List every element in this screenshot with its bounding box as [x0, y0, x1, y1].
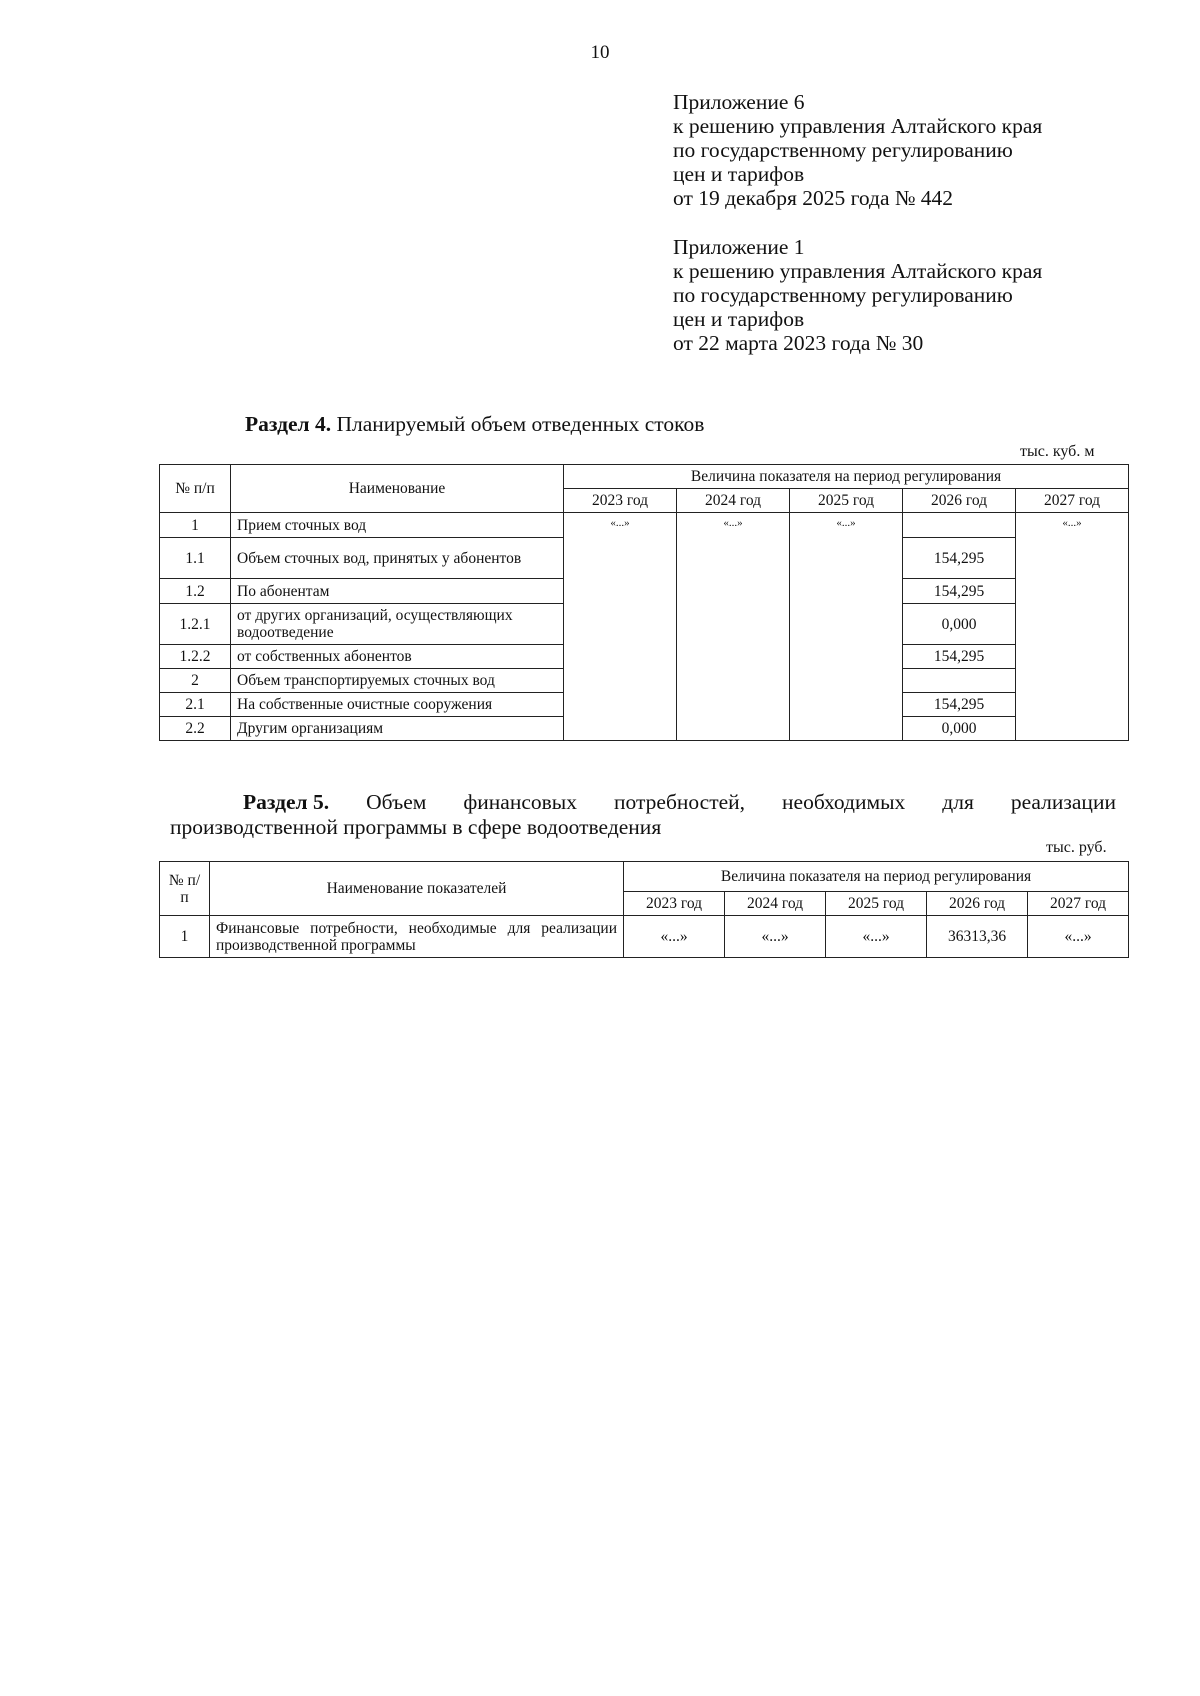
header-year: 2023 год	[564, 489, 677, 513]
value-2026: 154,295	[903, 538, 1016, 579]
placeholder-value: «...»	[723, 517, 743, 529]
value-2026	[903, 669, 1016, 693]
section5-title-number: Раздел 5.	[243, 790, 330, 814]
annex-line: по государственному регулированию	[673, 138, 1013, 162]
row-num: 2.1	[160, 693, 231, 717]
section4-table	[159, 464, 1129, 741]
value-2026: 154,295	[903, 579, 1016, 604]
section5-title	[170, 790, 1116, 840]
section5-title-word: Объем	[366, 790, 427, 814]
row-name: Финансовые потребности, необходимые для реализации производственной программы	[210, 916, 624, 958]
value-2023: «...»	[624, 916, 725, 958]
header-year: 2025 год	[826, 892, 927, 916]
row-num: 2.2	[160, 717, 231, 741]
row-num: 1.2.2	[160, 645, 231, 669]
value-2026: 0,000	[903, 717, 1016, 741]
table-row	[160, 916, 1129, 958]
row-name: По абонентам	[231, 579, 564, 604]
header-name: Наименование показателей	[210, 862, 624, 916]
row-num: 2	[160, 669, 231, 693]
row-name: Другим организациям	[231, 717, 564, 741]
header-year: 2026 год	[927, 892, 1028, 916]
row-name: от других организаций, осуществляющих водоотведение	[231, 604, 564, 645]
row-num: 1.1	[160, 538, 231, 579]
header-num: № п/п	[160, 465, 231, 513]
placeholder-value: «...»	[836, 517, 856, 529]
header-year: 2026 год	[903, 489, 1016, 513]
value-2027: «...»	[1028, 916, 1129, 958]
section5-title-word: реализации	[1010, 790, 1116, 814]
row-name: Прием сточных вод	[231, 513, 564, 538]
header-period: Величина показателя на период регулирования	[564, 465, 1129, 489]
annex-line: цен и тарифов	[673, 162, 805, 186]
annex-current-block	[673, 90, 1042, 210]
table-row	[160, 513, 1129, 538]
value-2026	[903, 513, 1016, 538]
header-num: № п/п	[160, 862, 210, 916]
section4-title	[245, 412, 704, 437]
cell-2023-merged	[564, 513, 677, 741]
section5-title-word: необходимых	[782, 790, 906, 814]
annex-line: к решению управления Алтайского края	[673, 259, 1043, 283]
section4-title-text: Планируемый объем отведенных стоков	[331, 412, 705, 436]
section5-title-line2: производственной программы в сфере водоотведения	[170, 815, 662, 839]
value-2025: «...»	[826, 916, 927, 958]
value-2026: 154,295	[903, 693, 1016, 717]
value-2024: «...»	[725, 916, 826, 958]
header-year: 2025 год	[790, 489, 903, 513]
header-year: 2027 год	[1028, 892, 1129, 916]
row-num: 1	[160, 916, 210, 958]
section4-unit: тыс. куб. м	[1020, 443, 1095, 460]
value-2026: 36313,36	[927, 916, 1028, 958]
annex-original-block	[673, 235, 1042, 355]
row-name: На собственные очистные сооружения	[231, 693, 564, 717]
header-year: 2024 год	[677, 489, 790, 513]
section5-title-word: финансовых	[463, 790, 577, 814]
row-num: 1.2	[160, 579, 231, 604]
placeholder-value: «...»	[1062, 517, 1082, 529]
section4-title-number: Раздел 4.	[245, 412, 332, 436]
annex-line: к решению управления Алтайского края	[673, 114, 1043, 138]
value-2026: 154,295	[903, 645, 1016, 669]
header-period: Величина показателя на период регулирования	[624, 862, 1129, 892]
section5-title-word: потребностей,	[614, 790, 746, 814]
row-name: Объем транспортируемых сточных вод	[231, 669, 564, 693]
row-name: от собственных абонентов	[231, 645, 564, 669]
header-name: Наименование	[231, 465, 564, 513]
annex-line: Приложение 6	[673, 90, 805, 114]
page-number: 10	[590, 42, 610, 63]
value-2026: 0,000	[903, 604, 1016, 645]
placeholder-value: «...»	[610, 517, 630, 529]
annex-line: цен и тарифов	[673, 307, 805, 331]
annex-line: от 22 марта 2023 года № 30	[673, 331, 924, 355]
header-year: 2024 год	[725, 892, 826, 916]
section5-unit: тыс. руб.	[1046, 839, 1107, 856]
header-year: 2027 год	[1016, 489, 1129, 513]
cell-2024-merged	[677, 513, 790, 741]
section5-table	[159, 861, 1129, 958]
annex-line: от 19 декабря 2025 года № 442	[673, 186, 953, 210]
header-year: 2023 год	[624, 892, 725, 916]
row-num: 1	[160, 513, 231, 538]
section5-title-word: для	[942, 790, 974, 814]
row-name: Объем сточных вод, принятых у абонентов	[231, 538, 564, 579]
cell-2025-merged	[790, 513, 903, 741]
cell-2027-merged	[1016, 513, 1129, 741]
annex-line: Приложение 1	[673, 235, 805, 259]
row-num: 1.2.1	[160, 604, 231, 645]
annex-line: по государственному регулированию	[673, 283, 1013, 307]
